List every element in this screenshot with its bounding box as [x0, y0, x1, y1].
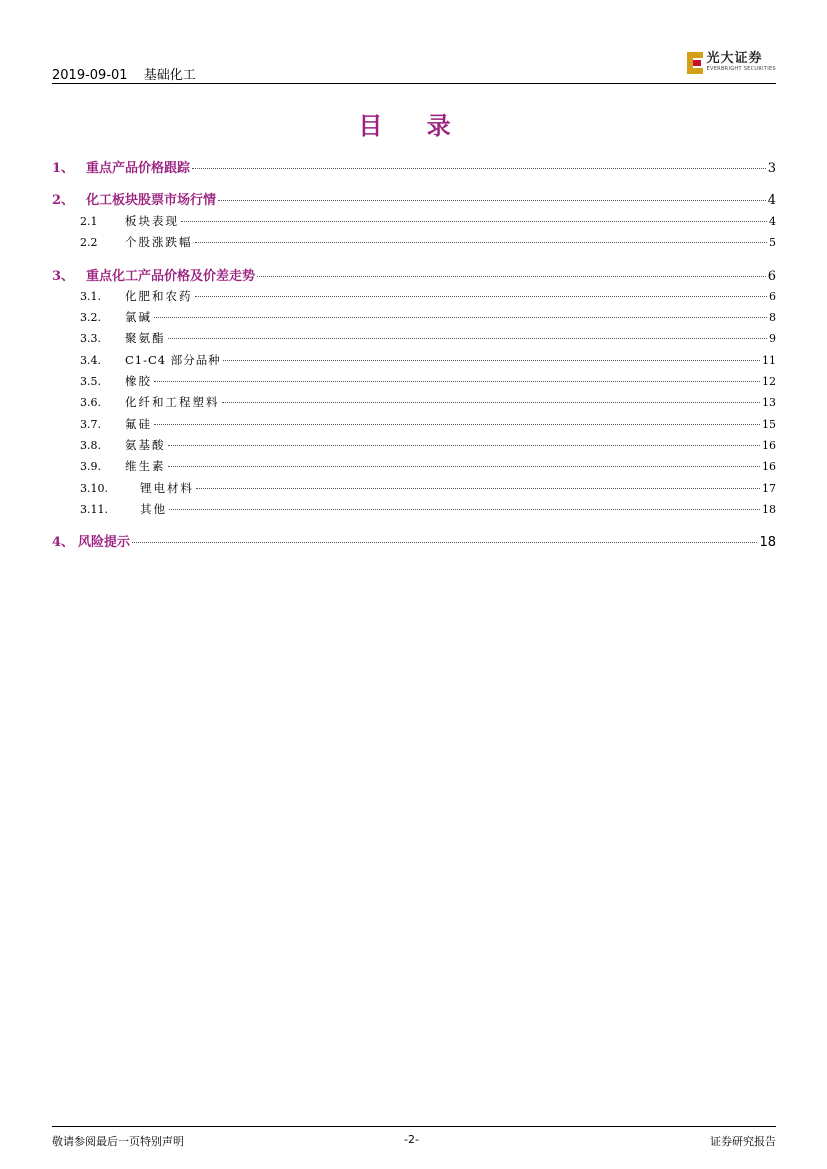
logo-en-text: EVERBRIGHT SECURITIES [706, 66, 776, 72]
toc-page: 11 [762, 354, 776, 367]
toc-leader [154, 317, 767, 318]
toc-entry-3-7[interactable] [52, 416, 776, 432]
footer-divider [52, 1126, 776, 1127]
toc-leader [154, 381, 760, 382]
toc-number: 2.2 [80, 236, 98, 249]
toc-number: 3、 [52, 269, 75, 284]
toc-entry-3-1[interactable] [52, 288, 776, 304]
toc-leader [168, 338, 768, 339]
toc-leader [257, 276, 766, 277]
toc-number: 3.11. [80, 503, 108, 516]
toc-number: 3.2. [80, 311, 101, 324]
toc-page: 16 [762, 439, 776, 452]
toc-leader [223, 360, 760, 361]
header-date-sector [52, 64, 196, 83]
toc-number: 2.1 [80, 215, 98, 228]
toc-label: 锂电材料 [140, 481, 194, 495]
toc-label: 个股涨跌幅 [125, 235, 193, 249]
toc-entry-3-6[interactable] [52, 394, 776, 410]
toc-number: 3.4. [80, 354, 101, 367]
footer-page-number: -2- [404, 1133, 419, 1146]
toc-entry-3-2[interactable] [52, 309, 776, 325]
toc-entry-3[interactable] [52, 265, 776, 284]
toc-label: 板块表现 [125, 214, 179, 228]
toc-number: 3.3. [80, 332, 101, 345]
toc-label: 氟硅 [125, 417, 152, 431]
toc-label: 风险提示 [78, 535, 131, 550]
footer-disclaimer[interactable]: 敬请参阅最后一页特别声明 [52, 1135, 184, 1148]
toc-entry-3-5[interactable] [52, 373, 776, 389]
toc-label: 氯碱 [125, 310, 152, 324]
logo-mark-icon [687, 52, 703, 74]
toc-entry-4[interactable] [52, 531, 776, 550]
logo-cn-text: 光大证券 [706, 51, 763, 66]
toc-label: 维生素 [125, 459, 166, 473]
toc-entry-1[interactable] [52, 157, 776, 176]
sector-name: 基础化工 [143, 68, 196, 83]
toc-label: 氨基酸 [125, 438, 166, 452]
toc-entry-3-3[interactable] [52, 330, 776, 346]
toc-leader [196, 488, 760, 489]
toc-leader [218, 200, 766, 201]
toc-number: 1、 [52, 161, 75, 176]
toc-leader [169, 509, 760, 510]
toc-leader [192, 168, 766, 169]
everbright-logo [687, 52, 776, 78]
toc-label: 橡胶 [125, 374, 152, 388]
page-footer [52, 1133, 776, 1151]
toc-page: 4 [767, 193, 776, 208]
toc-page: 6 [767, 269, 776, 284]
toc-number: 3.5. [80, 375, 101, 388]
toc-page: 3 [767, 161, 776, 176]
toc-leader [195, 242, 768, 243]
toc-label: 聚氨酯 [125, 331, 166, 345]
toc-entry-2-2[interactable] [52, 234, 776, 250]
toc-entry-2-1[interactable] [52, 213, 776, 229]
toc-number: 3.10. [80, 482, 108, 495]
toc-leader [168, 466, 761, 467]
toc-label: 化肥和农药 [125, 289, 193, 303]
toc-page: 18 [762, 503, 776, 516]
toc-label: 重点产品价格跟踪 [86, 161, 191, 176]
toc-leader [181, 221, 767, 222]
toc-leader [132, 542, 757, 543]
toc-label: 其他 [140, 502, 167, 516]
toc-leader [222, 402, 761, 403]
toc-leader [154, 424, 760, 425]
footer-report-type: 证券研究报告 [710, 1135, 776, 1148]
toc-entry-3-9[interactable] [52, 458, 776, 474]
header-divider [52, 83, 776, 84]
toc-page: 15 [762, 418, 776, 431]
toc-label: C1-C4 部分品种 [125, 353, 221, 367]
toc-entry-3-4[interactable] [52, 352, 776, 368]
toc-page: 16 [762, 460, 776, 473]
toc-page: 13 [762, 396, 776, 409]
toc-label: 重点化工产品价格及价差走势 [86, 269, 256, 284]
toc-entry-3-11[interactable] [52, 501, 776, 517]
toc-page: 4 [769, 215, 776, 228]
toc-page: 8 [769, 311, 776, 324]
toc-page: 17 [762, 482, 776, 495]
toc-entry-2[interactable] [52, 189, 776, 208]
toc-number: 4、 [52, 535, 75, 550]
toc-entry-3-8[interactable] [52, 437, 776, 453]
toc-number: 3.9. [80, 460, 101, 473]
toc-number: 3.1. [80, 290, 101, 303]
toc-number: 3.8. [80, 439, 101, 452]
toc-label: 化纤和工程塑料 [125, 395, 220, 409]
toc-page: 18 [759, 535, 776, 550]
toc-page: 9 [769, 332, 776, 345]
toc-entry-3-10[interactable] [52, 480, 776, 496]
toc-leader [195, 296, 768, 297]
toc-number: 2、 [52, 193, 75, 208]
toc-label: 化工板块股票市场行情 [86, 193, 217, 208]
toc-page: 12 [762, 375, 776, 388]
toc-number: 3.7. [80, 418, 101, 431]
toc-title: 目 录 [358, 111, 469, 140]
toc-number: 3.6. [80, 396, 101, 409]
page-header [52, 52, 776, 82]
toc-page: 5 [769, 236, 776, 249]
toc-page: 6 [769, 290, 776, 303]
report-date: 2019-09-01 [52, 68, 128, 83]
toc-leader [168, 445, 761, 446]
